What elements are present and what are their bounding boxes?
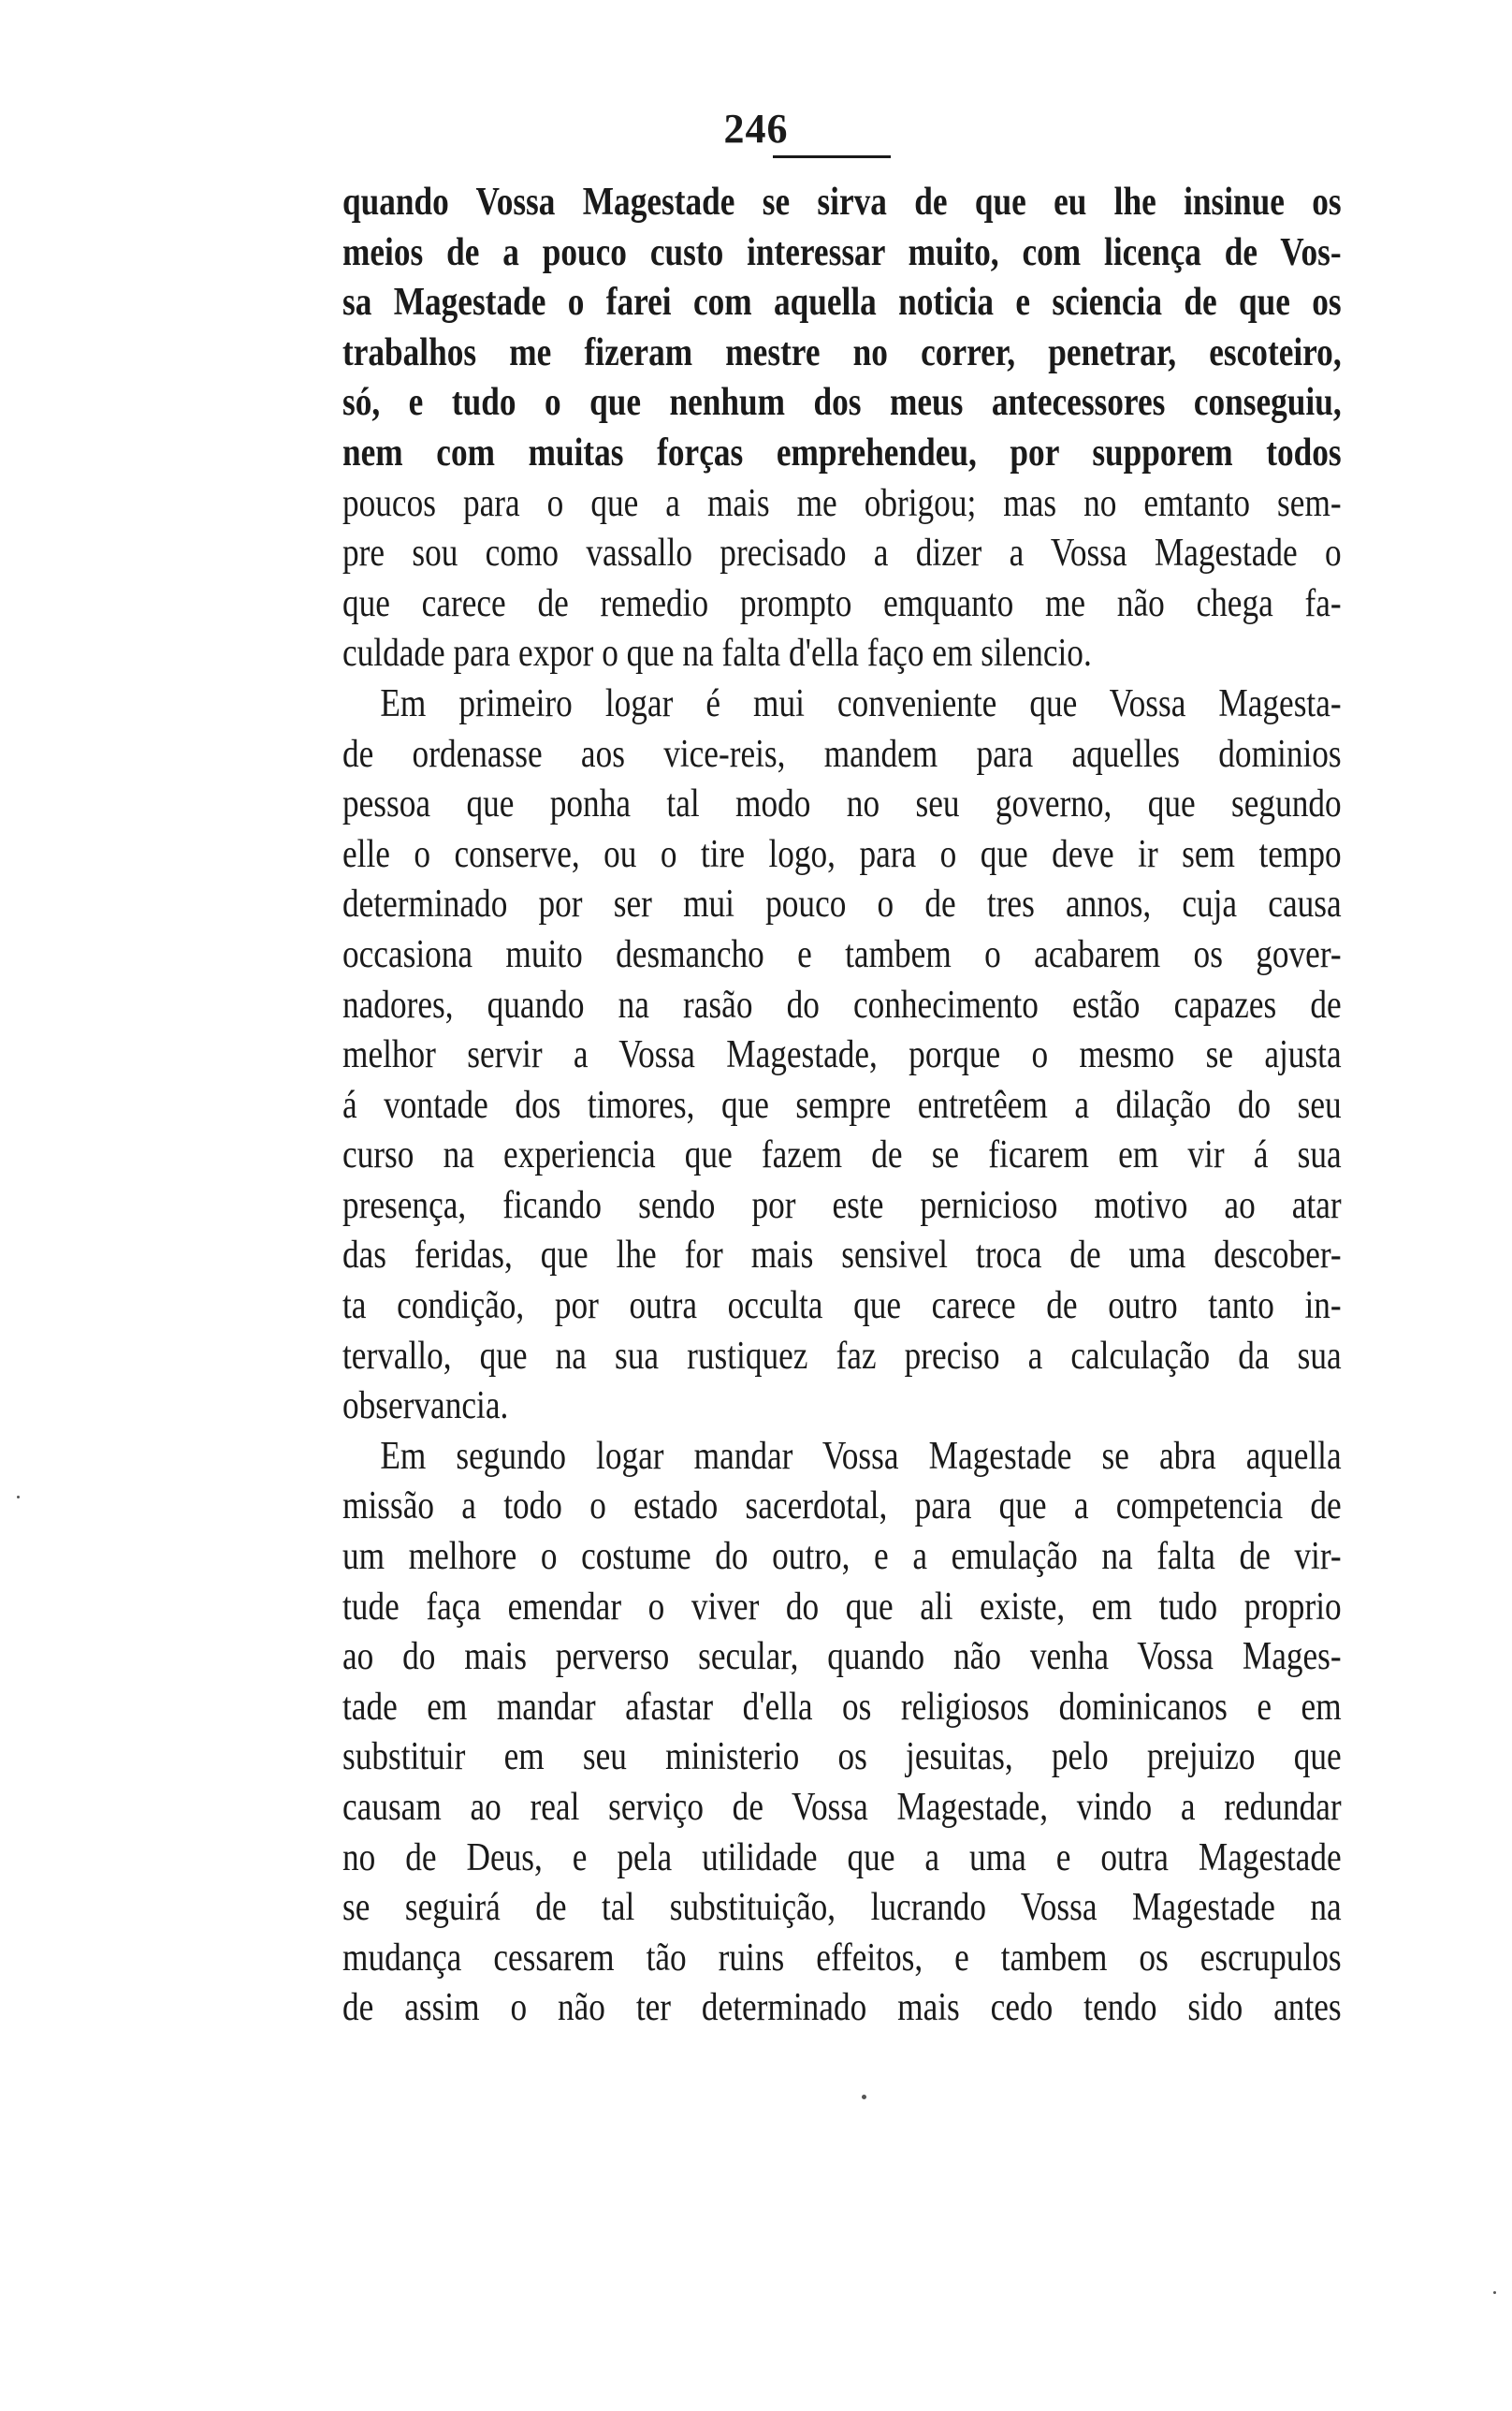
text-line: missão a todo o estado sacerdotal, para que a competencia de — [342, 1484, 1342, 1528]
body-text — [342, 178, 1342, 2034]
text-line: quando Vossa Magestade se sirva de que eu lhe insinue os — [342, 181, 1342, 224]
paragraph-1 — [342, 178, 1342, 679]
scan-speck — [1493, 2291, 1496, 2294]
paragraph-3 — [342, 1432, 1342, 2034]
text-line: ao do mais perverso secular, quando não venha Vossa Mages- — [342, 1635, 1342, 1679]
paragraph-2 — [342, 679, 1342, 1432]
text-line: ta condição, por outra occulta que carece de outro tanto in- — [342, 1284, 1342, 1328]
text-line: occasiona muito desmancho e tambem o acabarem os gover- — [342, 932, 1342, 976]
text-line: das feridas, que lhe for mais sensivel troca de uma descober- — [342, 1234, 1342, 1278]
text-line: determinado por ser mui pouco o de tres annos, cuja causa — [342, 883, 1342, 927]
text-line: tade em mandar afastar d'ella os religiosos dominicanos e em — [342, 1685, 1342, 1729]
text-line: á vontade dos timores, que sempre entretêem a dilação do seu — [342, 1083, 1342, 1127]
text-line: se seguirá de tal substituição, lucrando Vossa Magestade na — [342, 1886, 1342, 1930]
text-line: tude faça emendar o viver do que ali existe, em tudo proprio — [342, 1585, 1342, 1629]
text-line: causam ao real serviço de Vossa Magestade, vindo a redundar — [342, 1786, 1342, 1829]
text-line: culdade para expor o que na falta d'ella faço em silencio. — [342, 632, 1092, 676]
text-line: só, e tudo o que nenhum dos meus antecessores conseguiu, — [342, 381, 1342, 425]
text-line: de assim o não ter determinado mais cedo tendo sido antes — [342, 1986, 1342, 2030]
text-line: poucos para o que a mais me obrigou; mas no emtanto sem- — [342, 481, 1342, 525]
text-line: meios de a pouco custo interessar muito, com licença de Vos- — [342, 230, 1342, 274]
text-line: tervallo, que na sua rustiquez faz preciso a calculação da sua — [342, 1334, 1342, 1378]
text-line: no de Deus, e pela utilidade que a uma e outra Magestade — [342, 1835, 1342, 1879]
text-line: Em segundo logar mandar Vossa Magestade se abra aquella — [380, 1434, 1342, 1478]
scan-speck — [862, 2095, 866, 2099]
text-line: pre sou como vassallo precisado a dizer a Vossa Magestade o — [342, 532, 1342, 576]
scan-speck — [17, 1496, 20, 1498]
text-line: de ordenasse aos vice-reis, mandem para aquelles dominios — [342, 732, 1342, 776]
text-line: elle o conserve, ou o tire logo, para o que deve ir sem tempo — [342, 832, 1342, 876]
text-line: Em primeiro logar é mui conveniente que Vossa Magesta- — [380, 681, 1342, 725]
text-line: observancia. — [342, 1384, 509, 1428]
text-line: melhor servir a Vossa Magestade, porque o mesmo se ajusta — [342, 1033, 1342, 1077]
text-line: presença, ficando sendo por este pernicioso motivo ao atar — [342, 1183, 1342, 1227]
text-line: um melhore o costume do outro, e a emulação na falta de vir- — [342, 1535, 1342, 1579]
page-number-underline — [773, 155, 891, 158]
text-line: que carece de remedio prompto emquanto me não chega fa- — [342, 581, 1342, 625]
text-line: nadores, quando na rasão do conhecimento estão capazes de — [342, 983, 1342, 1027]
page-number: 246 — [723, 106, 789, 152]
text-line: substituir em seu ministerio os jesuitas, pelo prejuizo que — [342, 1735, 1342, 1779]
text-line: curso na experiencia que fazem de se ficarem em vir á sua — [342, 1133, 1342, 1177]
text-line: nem com muitas forças emprehendeu, por supporem todos — [342, 431, 1342, 475]
text-line: pessoa que ponha tal modo no seu governo, que segundo — [342, 782, 1342, 826]
text-line: mudança cessarem tão ruins effeitos, e tambem os escrupulos — [342, 1936, 1342, 1980]
text-line: trabalhos me fizeram mestre no correr, penetrar, escoteiro, — [342, 330, 1342, 374]
text-line: sa Magestade o farei com aquella noticia e sciencia de que os — [342, 281, 1342, 325]
